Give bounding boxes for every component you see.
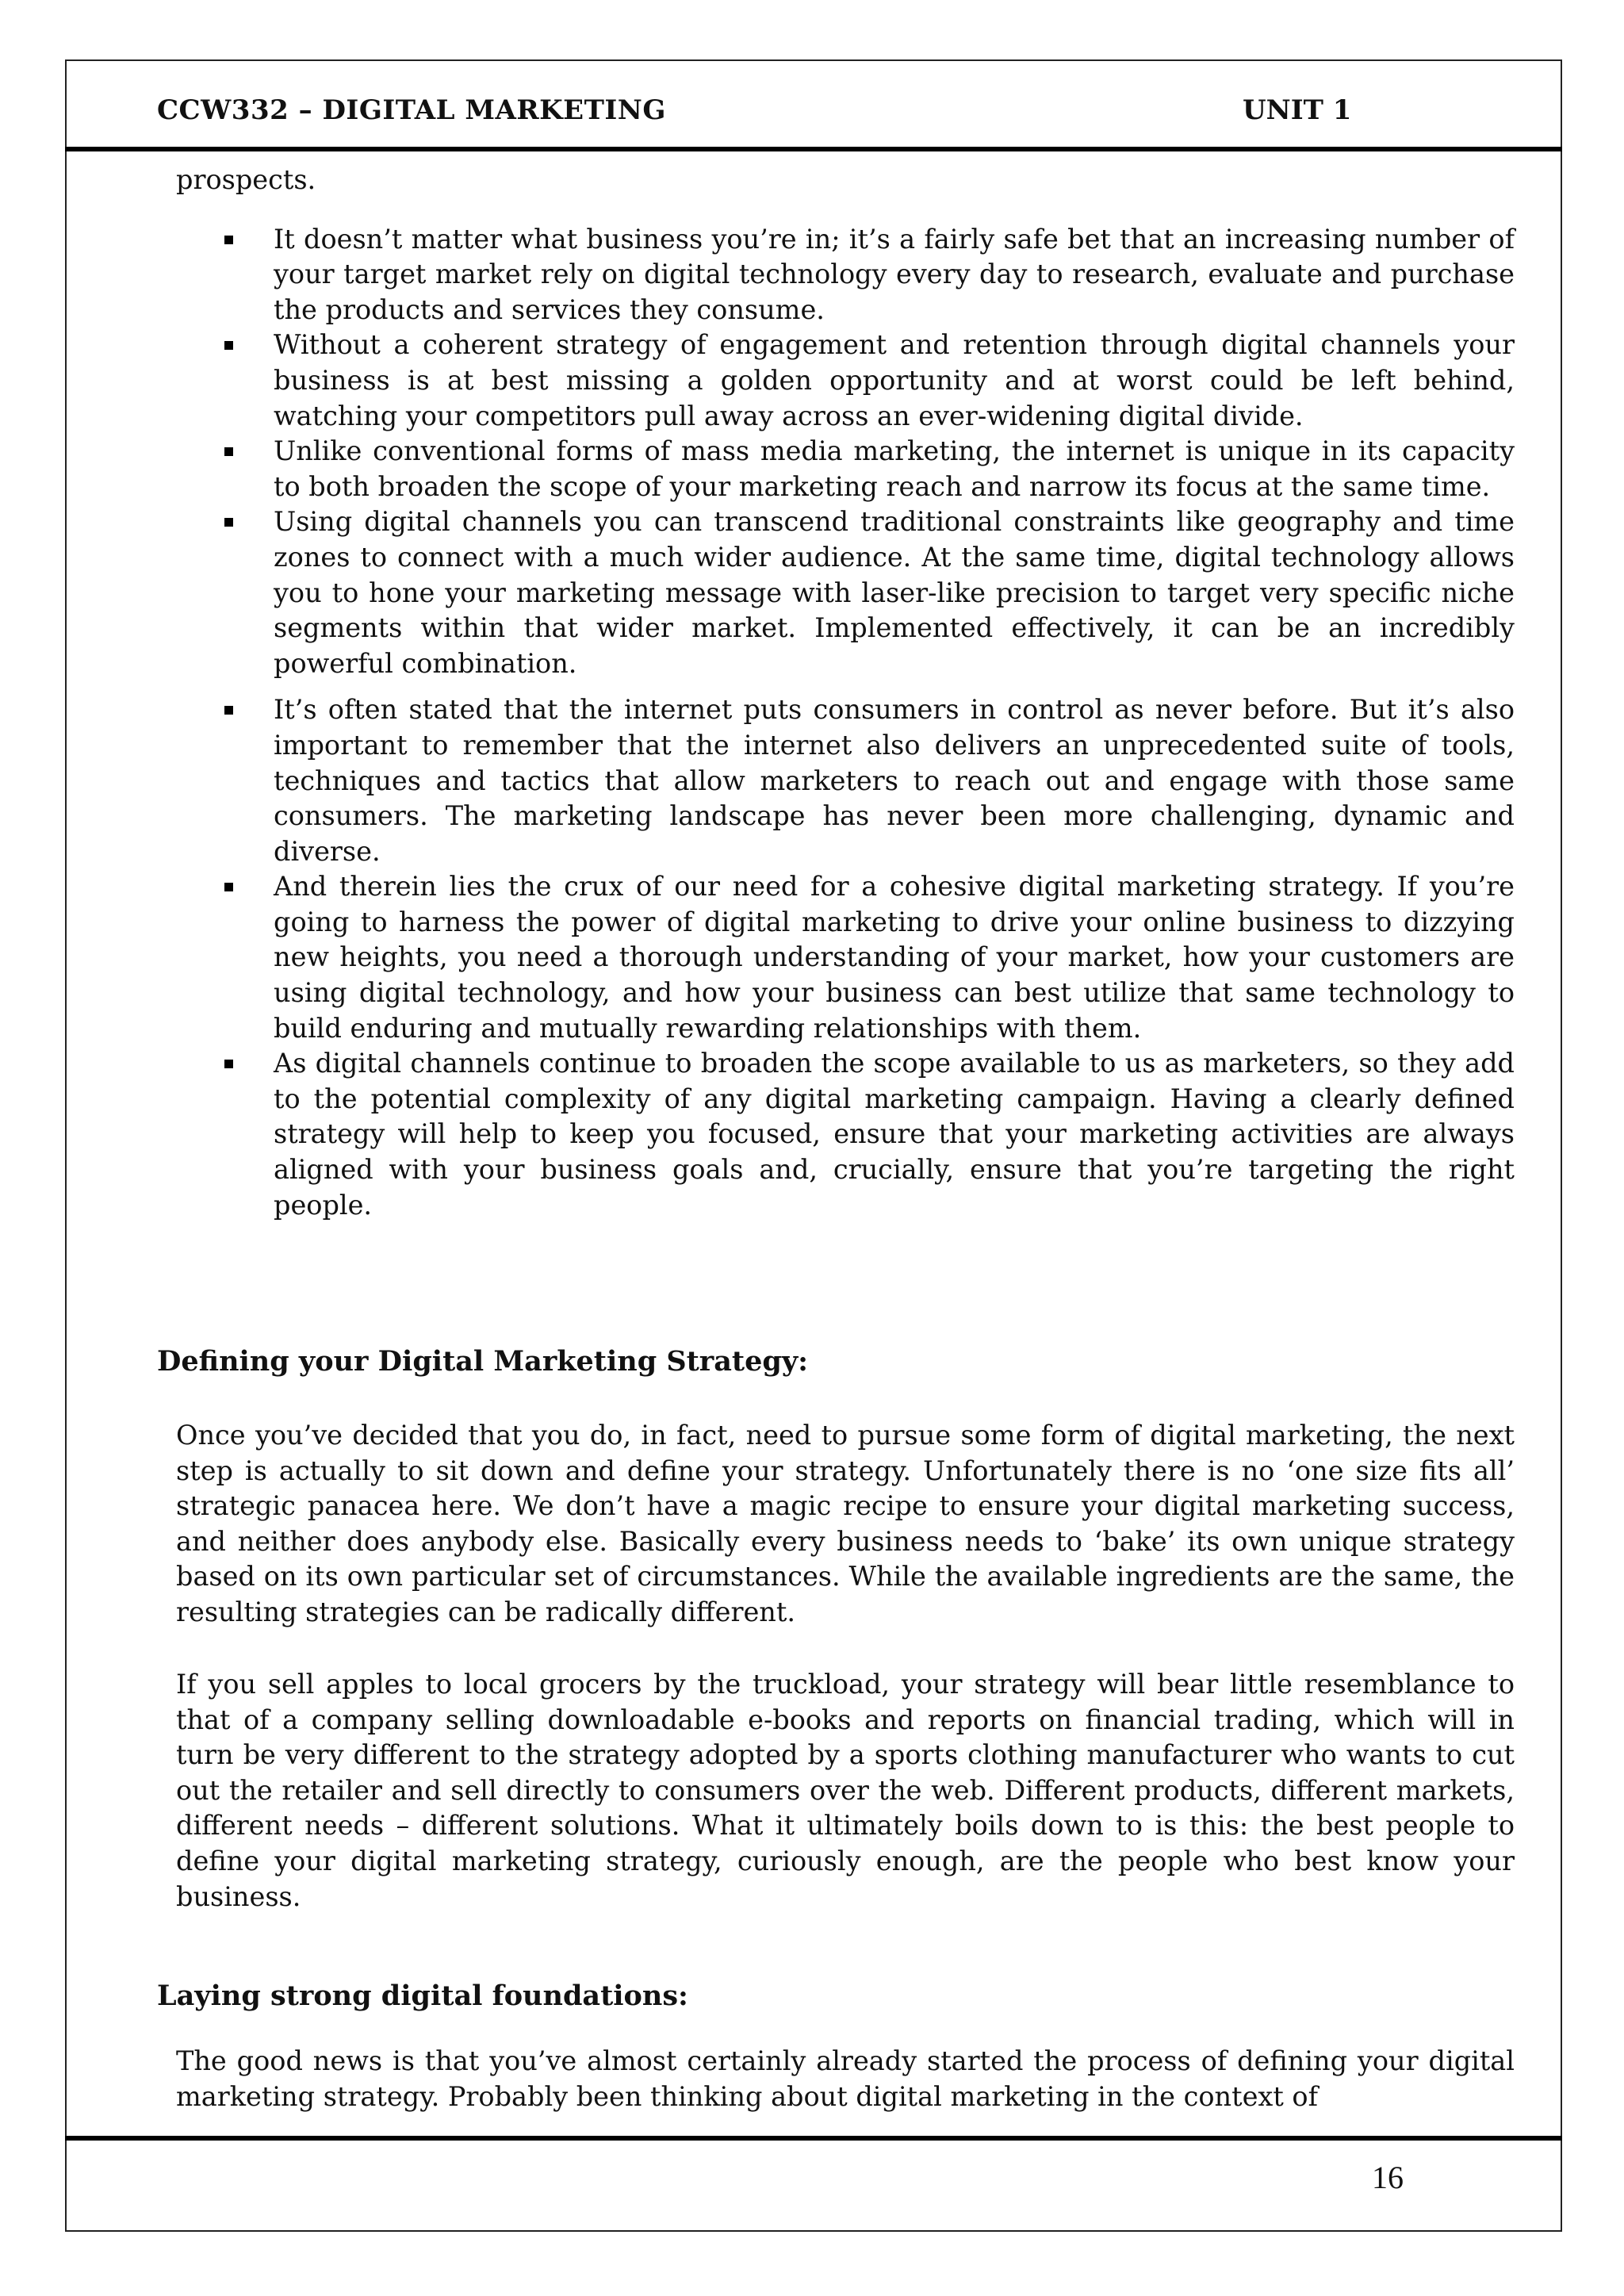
bullet-item: And therein lies the crux of our need for a cohesive digital marketing strategy. If you’re going to harness the power of digital marketing to drive your online business to dizzying new heights, you need a thorough understanding of your market, how your customers are using digital technology, and how your business can best utilize that same technology to build enduring and mutually rewarding relationships with them. bbox=[274, 869, 1515, 1046]
bullet-item: As digital channels continue to broaden the scope available to us as marketers, so they add to the potential complexity of any digital marketing campaign. Having a clearly defined strategy will help to keep you focused, ensure that your marketing activities are always aligned with your business goals and, crucially, ensure that you’re targeting the right people. bbox=[274, 1046, 1515, 1223]
section-heading-defining: Defining your Digital Marketing Strategy: bbox=[157, 1345, 809, 1378]
unit-label: UNIT 1 bbox=[1243, 94, 1352, 126]
bullet-item: It doesn’t matter what business you’re in; it’s a fairly safe bet that an increasing number of your target market rely on digital technology every day to research, evaluate and purchase the products and services they consume. bbox=[274, 222, 1515, 328]
bullet-item: Without a coherent strategy of engagement and retention through digital channels your business is at best missing a golden opportunity and at worst could be left behind, watching your competitors pull away across an ever-widening digital divide. bbox=[274, 328, 1515, 434]
bullet-section bbox=[176, 163, 1515, 1223]
bullet-item: Unlike conventional forms of mass media marketing, the internet is unique in its capacity to both broaden the scope of your marketing reach and narrow its focus at the same time. bbox=[274, 434, 1515, 504]
laying-paragraph-1: The good news is that you’ve almost certainly already started the process of defining your digital marketing strategy. Probably been thinking about digital marketing in the context of bbox=[176, 2045, 1515, 2112]
bullet-item: Using digital channels you can transcend traditional constraints like geography and time zones to connect with a much wider audience. At the same time, digital technology allows you to hone your marketing message with laser-like precision to target very specific niche segments within that wider market. Implemented effectively, it can be an incredibly powerful combination. bbox=[274, 504, 1515, 681]
document-title: CCW332 – DIGITAL MARKETING bbox=[157, 94, 666, 126]
bullet-item: It’s often stated that the internet puts consumers in control as never before. But it’s also important to remember that the internet also delivers an unprecedented suite of tools, techniques and tactics that allow marketers to reach out and engage with those same consumers. The marketing landscape has never been more challenging, dynamic and diverse. bbox=[274, 692, 1515, 869]
defining-paragraph-1: Once you’ve decided that you do, in fact, need to pursue some form of digital marketing, the next step is actually to sit down and define your strategy. Unfortunately there is no ‘one size fits all’ strategic panacea here. We don’t have a magic recipe to ensure your digital marketing success, and neither does anybody else. Basically every business needs to ‘bake’ its own unique strategy based on its own particular set of circumstances. While the available ingredients are the same, the resulting strategies can be radically different. bbox=[176, 1420, 1515, 1627]
section-heading-laying: Laying strong digital foundations: bbox=[157, 1980, 688, 2012]
page-footer-rule bbox=[65, 2136, 1562, 2141]
defining-paragraph-2: If you sell apples to local grocers by the truckload, your strategy will bear little resemblance to that of a company selling downloadable e-books and reports on financial trading, which will in turn be very different to the strategy adopted by a sports clothing manufacturer who wants to cut out the retailer and sell directly to consumers over the web. Different products, different markets, different needs – different solutions. What it ultimately boils down to is this: the best people to define your digital marketing strategy, curiously enough, are the people who best know your business. bbox=[176, 1669, 1515, 1912]
page-number: 16 bbox=[1372, 2160, 1404, 2195]
page-header bbox=[65, 59, 1562, 151]
bullet-list bbox=[176, 222, 1515, 1224]
intro-fragment: prospects. bbox=[176, 164, 316, 195]
